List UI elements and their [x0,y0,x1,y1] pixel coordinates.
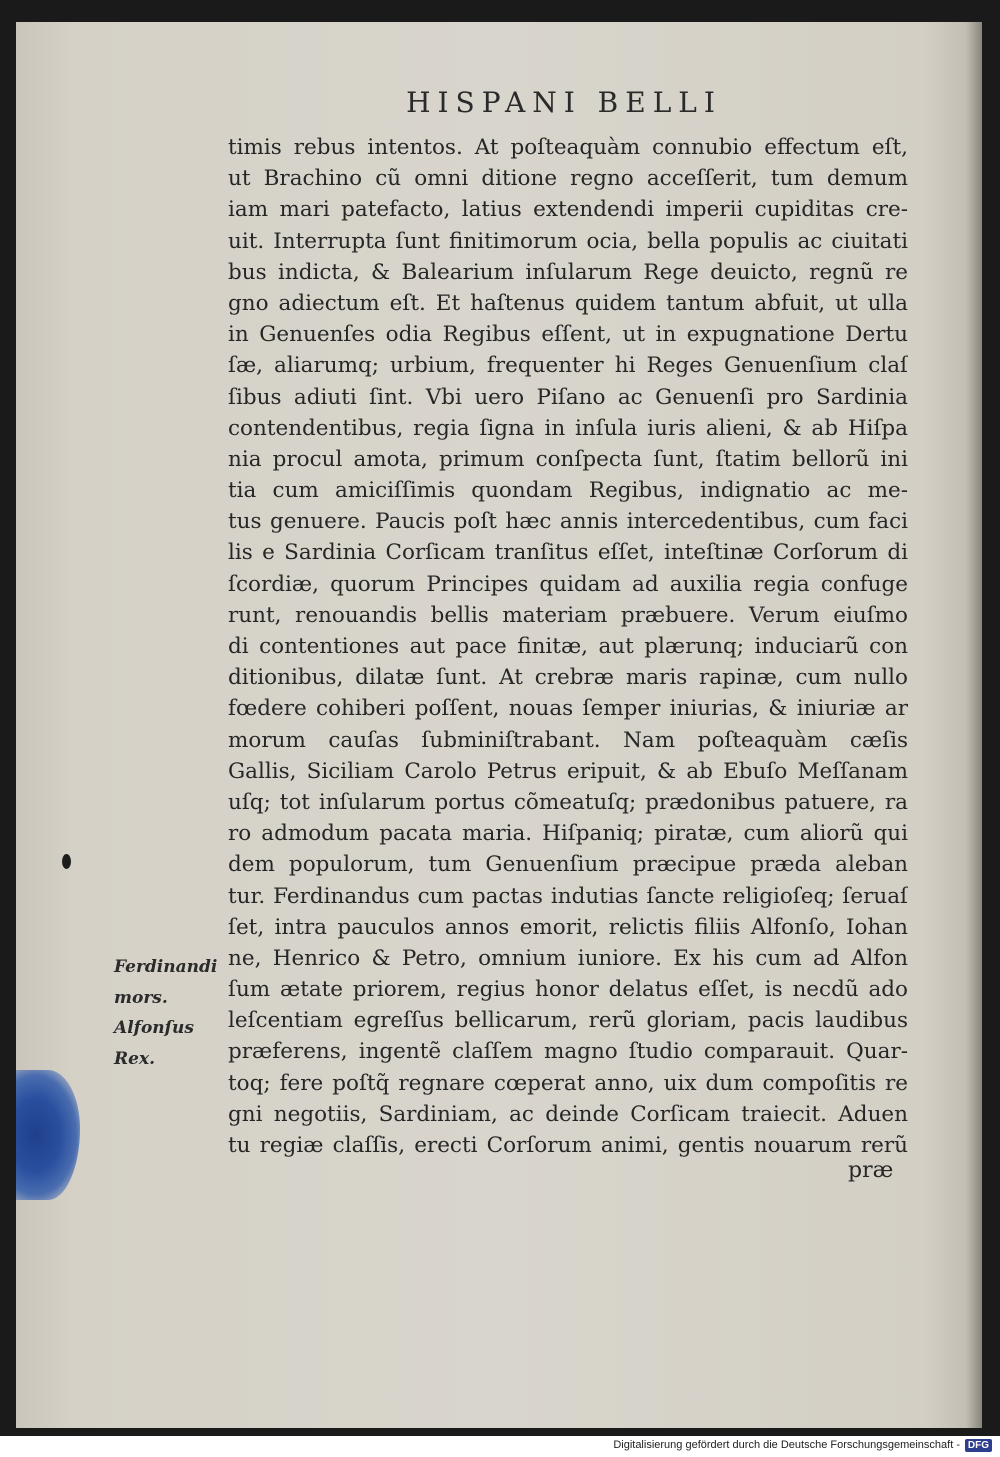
dfg-logo: DFG [965,1439,992,1452]
text-line: gni negotiis, Sardiniam, ac deinde Corſicam traiecit. Aduen [228,1101,908,1127]
text-line: uit. Interrupta ſunt finitimorum ocia, bella populis ac ciuitati [228,228,908,254]
body-text [228,132,908,1161]
text-line: ditionibus, dilatæ ſunt. At crebræ maris rapinæ, cum nullo [228,665,908,691]
text-line: runt, renouandis bellis materiam præbuere. Verum eiuſmo [228,602,908,628]
marginal-note-line: mors. [114,987,168,1008]
funding-credit: Digitalisierung gefördert durch die Deutsche Forschungsgemeinschaft - [613,1439,960,1451]
text-line: ſum ætate priorem, regius honor delatus eſſet, is necdũ ado [228,977,908,1003]
text-line: tus genuere. Paucis poſt hæc annis intercedentibus, cum faci [228,509,908,535]
text-line: in Genuenſes odia Regibus eſſent, ut in expugnatione Dertu [228,322,908,348]
text-line: di contentiones aut pace finitæ, aut plærunq; induciarũ con [228,634,908,659]
text-line: tur. Ferdinandus cum pactas indutias ſancte religioſeq; ſeruaſ [228,883,908,909]
text-line: nia procul amota, primum conſpecta ſunt, ſtatim bellorũ ini [228,446,908,472]
text-line: iam mari patefacto, latius extendendi imperii cupiditas cre- [228,197,908,223]
text-line: tu regiæ claſſis, erecti Corſorum animi, gentis nouarum rerũ [228,1133,908,1158]
text-line: leſcentiam egreſſus bellicarum, rerũ gloriam, pacis laudibus [228,1008,908,1034]
text-line: præferens, ingentẽ claſſem magno ſtudio comparauit. Quar- [228,1039,908,1065]
text-line: tia cum amiciſſimis quondam Regibus, indignatio ac me- [228,478,908,504]
text-line: fœdere cohiberi poſſent, nouas ſemper iniurias, & iniuriæ ar [228,696,908,722]
blue-ink-stain [16,1070,80,1200]
text-line: gno adiectum eſt. Et haſtenus quidem tantum abfuit, ut ulla [228,290,908,316]
text-line: ut Brachino cũ omni ditione regno acceſſerit, tum demum [228,166,908,192]
marginal-note-line: Alfonſus [114,1018,194,1038]
text-line: ſcordiæ, quorum Principes quidam ad auxilia regia confuge [228,571,908,597]
text-line: timis rebus intentos. At poſteaquàm connubio effectum eſt, [228,135,908,160]
marginal-note-line: Ferdinandi [114,957,218,977]
text-line: dem populorum, tum Genuenſium præcipue præda aleban [228,852,908,878]
marginal-note-line: Rex. [114,1048,155,1069]
text-line: morum cauſas ſubminiſtrabant. Nam poſteaquàm cæſis [228,727,908,753]
text-line: ſæ, aliarumq; urbium, frequenter hi Reges Genuenſium claſ [228,353,908,379]
text-line: Gallis, Siciliam Carolo Petrus eripuit, & ab Ebuſo Meſſanam [228,758,908,784]
text-line: ro admodum pacata maria. Hiſpaniq; piratæ, cum aliorũ qui [228,821,908,847]
book-page [16,22,982,1428]
text-line: uſq; tot inſularum portus cõmeatuſq; prædonibus patuere, ra [228,789,908,815]
text-line: ſibus adiuti ſint. Vbi uero Piſano ac Genuenſi pro Sardinia [228,384,908,410]
text-line: ſet, intra pauculos annos emorit, relictis filiis Alfonſo, Iohan [228,914,908,940]
text-line: contendentibus, regia ſigna in inſula iuris alieni, & ab Hiſpa [228,415,908,441]
ink-dot-mark [62,854,71,869]
page-gutter-shadow [966,22,982,1428]
running-head: HISPANI BELLI [406,86,722,119]
text-line: bus indicta, & Balearium inſularum Rege deuicto, regnũ re [228,259,908,285]
text-line: toq; fere poſtq̃ regnare cœperat anno, uix dum compoſitis re [228,1070,908,1096]
text-line: ne, Henrico & Petro, omnium iuniore. Ex his cum ad Alfon [228,945,908,971]
footer-bar [0,1436,1000,1457]
catchword: præ [848,1158,894,1183]
text-line: lis e Sardinia Corſicam tranſitus eſſet, inteſtinæ Corſorum di [228,540,908,566]
marginal-note [114,952,224,1074]
